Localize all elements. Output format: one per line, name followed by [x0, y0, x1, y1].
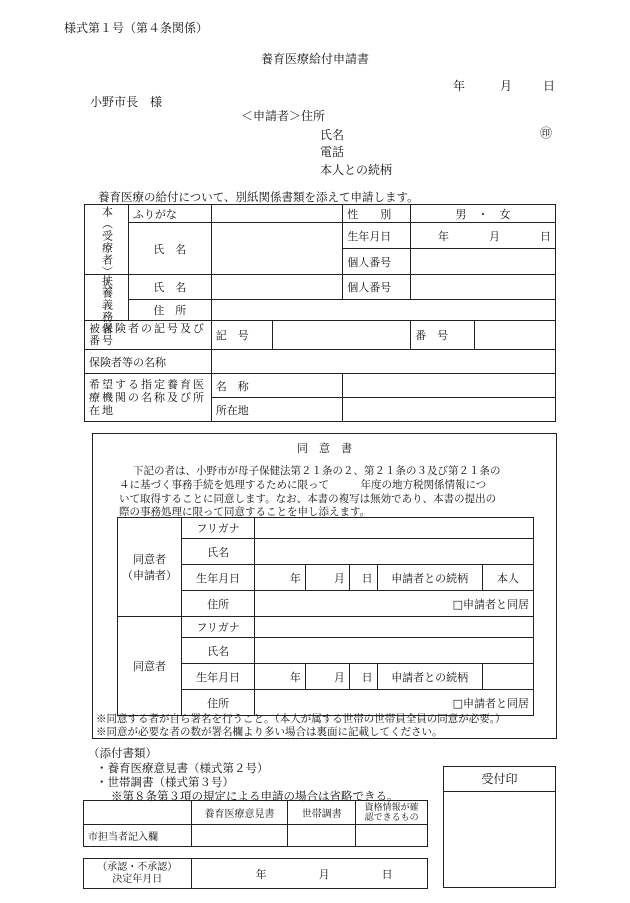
consenter-2-dob-month[interactable]: 月 [305, 664, 349, 690]
consenter-1-cohabit-checkbox[interactable]: □申請者と同居 [452, 597, 529, 611]
consenter-1-relation-value: 本人 [482, 565, 533, 591]
applicant-name-label: 氏名 [320, 128, 345, 142]
office-row-label: 市担当者記入欄 [84, 825, 192, 847]
seal-mark: ㊞ [540, 126, 553, 140]
consent-title: 同 意 書 [297, 442, 352, 455]
guardian-side-cell [85, 275, 129, 335]
consent-text-4: 際の事務処理に限って同意することを申し添えます。 [119, 506, 371, 518]
consenter-2-furigana-label: フリガナ [182, 617, 255, 638]
bangou-label: 番 号 [411, 321, 475, 349]
consenter-1-dob-label: 生年月日 [182, 565, 255, 591]
consenter-2-cohabit-checkbox[interactable]: □申請者と同居 [452, 696, 529, 710]
date-month: 月 [500, 79, 513, 93]
consenter-1-relation-label: 申請者との続柄 [377, 565, 482, 591]
consenter-1-furigana-label: フリガナ [182, 518, 255, 539]
insurer-label: 保険者等の名称 [85, 350, 212, 374]
date-day: 日 [543, 79, 556, 93]
receipt-stamp-box [443, 766, 556, 888]
form-number: 様式第１号（第４条関係） [64, 21, 209, 35]
applicant-phone-label: 電話 [320, 145, 345, 159]
consent-text-3: いて取得することに同意します。なお、本書の複写は無効であり、本書の提出の [119, 493, 497, 505]
approval-label-1: （承認・不承認） [97, 861, 178, 873]
dob-label: 生年月日 [343, 223, 411, 249]
consent-note-1: ※同意する者が自ら署名を行うこと。（本人が属する世帯の世帯員全員の同意が必要。） [96, 713, 506, 725]
patient-name-label: 氏 名 [128, 223, 211, 275]
intro-text: 養育医療の給付について、別紙関係書類を添えて申請します。 [98, 190, 419, 204]
attachment-item-1: ・養育医療意見書（様式第２号） [96, 761, 269, 775]
addressee: 小野市長 様 [90, 95, 163, 109]
guardian-name-label: 氏 名 [128, 275, 211, 300]
insurer-field[interactable] [211, 350, 555, 374]
guardian-personal-no-field[interactable] [411, 275, 556, 300]
consenter-1-address-field[interactable] [255, 591, 534, 617]
office-col-qualification-2: 認できるもの [364, 812, 419, 823]
personal-no-label: 個人番号 [343, 249, 411, 275]
approval-month: 月 [318, 867, 330, 881]
insured-label: 被保険者の記号及び番号 [85, 321, 212, 350]
dob-year: 年 [438, 229, 449, 243]
receipt-stamp-label: 受付印 [444, 767, 555, 792]
consenter-2-label-cell [118, 617, 182, 716]
consenter-2-label: 同意者 [133, 660, 166, 673]
approval-label-cell [84, 859, 192, 889]
consent-note-2: ※同意が必要な者の数が署名欄より多い場合は裏面に記載してください。 [96, 726, 443, 738]
guardian-address-label: 住 所 [128, 300, 211, 321]
attachment-note: ※第８条第３項の規定による申請の場合は省略できる。 [111, 789, 399, 803]
approval-date-field[interactable] [191, 859, 427, 889]
office-qualification-field[interactable] [356, 825, 428, 847]
facility-address-field[interactable] [343, 398, 556, 422]
patient-side-label: 本（受療者）人 [100, 206, 114, 290]
guardian-address-field[interactable] [211, 300, 555, 321]
office-blank-header [84, 801, 192, 825]
office-col-qualification-1: 資格情報が確 [364, 802, 419, 813]
office-table [83, 800, 428, 847]
patient-side-cell [85, 205, 129, 290]
insured-cell [211, 321, 410, 350]
consent-text-1: 下記の者は、小野市が母子保健法第２１条の２、第２１条の３及び第２１条の [133, 465, 501, 477]
guardian-side-label: 扶養義務者 [100, 275, 114, 335]
consenter-2-dob-year[interactable]: 年 [255, 664, 306, 690]
office-household-field[interactable] [288, 825, 356, 847]
consenter-2-dob-label: 生年月日 [182, 664, 255, 690]
gender-label: 性 別 [343, 205, 411, 223]
office-col-opinion: 養育医療意見書 [191, 801, 288, 825]
applicant-address-label: ＜申請者＞住所 [241, 109, 326, 123]
facility-name-field[interactable] [343, 374, 556, 398]
consent-text-2: ４に基づく事務手続を処理するために限って 年度の地方税関係情報につ [119, 479, 487, 491]
facility-label: 希望する指定養育医療機関の名称及び所在地 [85, 374, 212, 422]
consenter-1-address-label: 住所 [182, 591, 255, 617]
office-opinion-field[interactable] [191, 825, 288, 847]
personal-no-field[interactable] [411, 249, 556, 275]
consenter-2-relation-field[interactable] [482, 664, 533, 690]
approval-day: 日 [381, 867, 393, 881]
furigana-field[interactable] [211, 205, 342, 223]
page-title: 養育医療給付申請書 [260, 52, 369, 66]
consent-table [117, 517, 534, 716]
bangou-cell [411, 321, 556, 350]
gender-value[interactable]: 男 ・ 女 [411, 205, 556, 223]
consenter-1-name-label: 氏名 [182, 539, 255, 565]
consenter-1-dob-year[interactable]: 年 [255, 565, 306, 591]
patient-name-field[interactable] [211, 223, 342, 275]
consenter-2-dob-day[interactable]: 日 [349, 664, 377, 690]
consenter-2-name-field[interactable] [255, 638, 534, 664]
dob-month: 月 [489, 229, 500, 243]
consenter-1-dob-month[interactable]: 月 [305, 565, 349, 591]
guardian-name-field[interactable] [211, 275, 342, 300]
approval-label-2: 決定年月日 [112, 873, 163, 885]
consenter-1-sub: （申請者） [122, 569, 177, 582]
consenter-1-name-field[interactable] [255, 539, 534, 565]
consenter-1-label-cell [118, 518, 182, 617]
facility-address-label: 所在地 [211, 398, 342, 422]
applicant-relation-label: 本人との続柄 [320, 163, 393, 177]
dob-day: 日 [540, 229, 551, 243]
dob-field[interactable] [411, 223, 556, 249]
attachments-heading: （添付書類） [88, 746, 157, 760]
main-table [84, 204, 556, 422]
approval-year: 年 [255, 867, 267, 881]
furigana-label: ふりがな [128, 205, 211, 223]
bangou-field[interactable] [475, 321, 555, 349]
consenter-2-name-label: 氏名 [182, 638, 255, 664]
date-year: 年 [453, 79, 466, 93]
office-col-household: 世帯調書 [288, 801, 356, 825]
consenter-1-dob-day[interactable]: 日 [349, 565, 377, 591]
consenter-2-address-label: 住所 [182, 690, 255, 716]
approval-table [83, 858, 428, 889]
kigou-field[interactable] [272, 321, 410, 349]
consenter-1-label: 同意者 [133, 553, 166, 566]
consenter-2-furigana-field[interactable] [255, 617, 534, 638]
consenter-2-relation-label: 申請者との続柄 [377, 664, 482, 690]
consenter-1-furigana-field[interactable] [255, 518, 534, 539]
office-col-qualification [356, 801, 428, 825]
facility-name-label: 名 称 [211, 374, 342, 398]
attachment-item-2: ・世帯調書（様式第３号） [96, 775, 234, 789]
kigou-label: 記 号 [212, 321, 273, 349]
guardian-personal-no-label: 個人番号 [343, 275, 411, 300]
